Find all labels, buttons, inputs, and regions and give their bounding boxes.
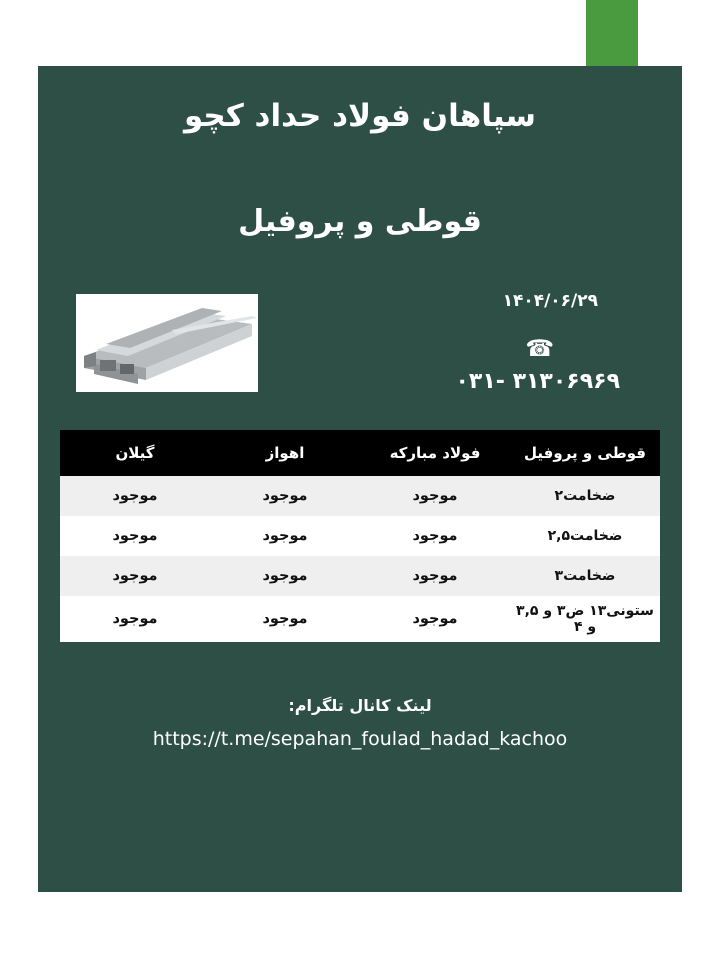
table-cell: موجود [210, 596, 360, 642]
table-cell: ضخامت۳ [510, 556, 660, 596]
table-cell: موجود [360, 596, 510, 642]
table-body [60, 476, 660, 642]
table-cell: موجود [210, 556, 360, 596]
table-cell: موجود [210, 516, 360, 556]
date-label: ۱۴۰۴/۰۶/۲۹ [502, 291, 598, 311]
steel-profiles-photo [76, 294, 258, 392]
availability-table-wrapper [60, 430, 660, 642]
table-cell: موجود [60, 516, 210, 556]
table-cell: موجود [360, 516, 510, 556]
page-title: سپاهان فولاد حداد کچو [183, 98, 537, 134]
table-header-cell: گیلان [60, 430, 210, 476]
table-cell: موجود [60, 556, 210, 596]
table-cell: موجود [360, 476, 510, 516]
table-row [60, 556, 660, 596]
table-cell: موجود [210, 476, 360, 516]
table-cell: ضخامت۲ [510, 476, 660, 516]
availability-table [60, 430, 660, 642]
telegram-label: لینک کانال تلگرام: [288, 696, 432, 715]
table-row [60, 596, 660, 642]
table-row [60, 476, 660, 516]
table-header-row [60, 430, 660, 476]
table-cell: موجود [360, 556, 510, 596]
table-cell: ضخامت۲,۵ [510, 516, 660, 556]
telegram-link[interactable]: https://t.me/sepahan_foulad_hadad_kachoo [152, 728, 568, 750]
poster-panel [38, 66, 682, 892]
table-header-cell: قوطی و پروفیل [510, 430, 660, 476]
phone-number: ۰۳۱- ۳۱۳۰۶۹۶۹ [455, 369, 620, 394]
table-row [60, 516, 660, 556]
table-cell: ستونی۱۳ ض۳ و ۳,۵ و ۴ [510, 596, 660, 642]
telephone-icon: ☎ [525, 336, 554, 362]
table-cell: موجود [60, 596, 210, 642]
table-head [60, 430, 660, 476]
table-cell: موجود [60, 476, 210, 516]
page-subtitle: قوطی و پروفیل [238, 204, 482, 239]
table-header-cell: اهواز [210, 430, 360, 476]
table-header-cell: فولاد مبارکه [360, 430, 510, 476]
